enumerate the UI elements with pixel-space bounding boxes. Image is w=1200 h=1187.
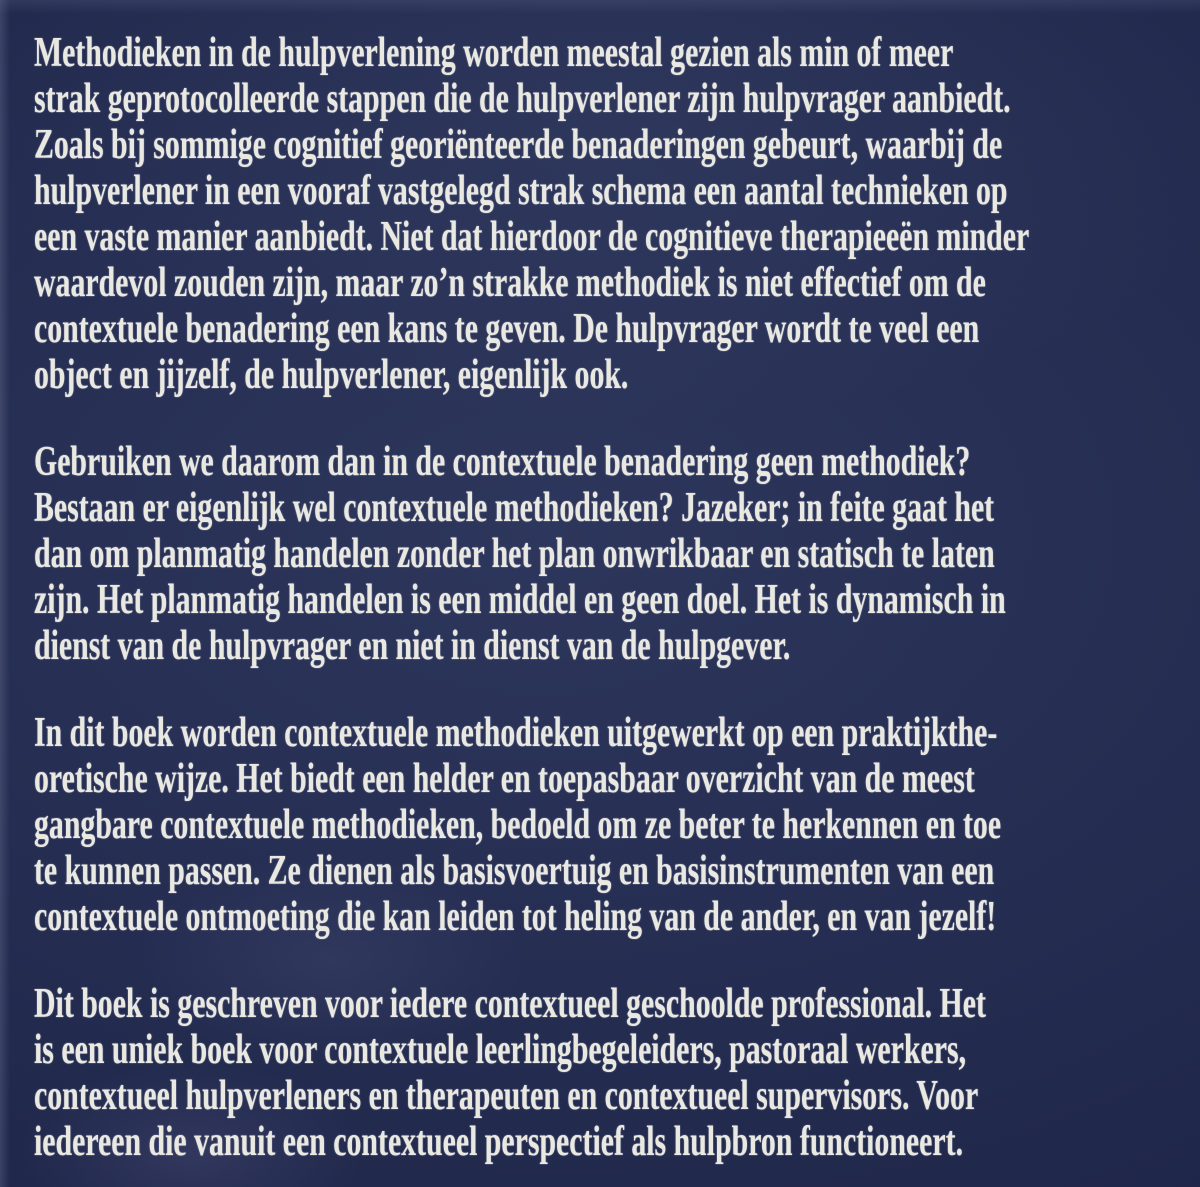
blurb-line: waardevol zouden zijn, maar zo’n strakke methodiek is niet effectief om de xyxy=(34,260,986,306)
blurb-line: object en jijzelf, de hulpverlener, eigenlijk ook. xyxy=(34,352,629,398)
blurb-line: iedereen die vanuit een contextueel perspectief als hulpbron functioneert. xyxy=(34,1119,964,1165)
blurb-line: oretische wijze. Het biedt een helder en toepasbaar overzicht van de meest xyxy=(34,756,975,802)
blurb-line: Methodieken in de hulpverlening worden meestal gezien als min of meer xyxy=(34,30,954,76)
blurb-line: contextuele ontmoeting die kan leiden tot heling van de ander, en van jezelf! xyxy=(34,894,997,940)
blurb-paragraph-2 xyxy=(34,439,1176,669)
blurb-paragraph-4 xyxy=(34,981,1176,1165)
blurb-line: dan om planmatig handelen zonder het plan onwrikbaar en statisch te laten xyxy=(34,531,995,577)
blurb-line: dienst van de hulpvrager en niet in dienst van de hulpgever. xyxy=(34,623,791,669)
blurb-line: hulpverlener in een vooraf vastgelegd strak schema een aantal technieken op xyxy=(34,168,1008,214)
blurb-line: zijn. Het planmatig handelen is een middel en geen doel. Het is dynamisch in xyxy=(34,577,1006,623)
blurb-line: Dit boek is geschreven voor iedere contextueel geschoolde professional. Het xyxy=(34,981,986,1027)
blurb-line: Gebruiken we daarom dan in de contextuele benadering geen methodiek? xyxy=(34,439,971,485)
blurb-paragraph-1 xyxy=(34,30,1176,398)
blurb-line: te kunnen passen. Ze dienen als basisvoertuig en basisinstrumenten van een xyxy=(34,848,995,894)
blurb-paragraph-3 xyxy=(34,710,1176,940)
blurb-line: In dit boek worden contextuele methodieken uitgewerkt op een praktijkthe- xyxy=(34,710,998,756)
blurb-line: Bestaan er eigenlijk wel contextuele methodieken? Jazeker; in feite gaat het xyxy=(34,485,995,531)
blurb-line: contextuele benadering een kans te geven. De hulpvrager wordt te veel een xyxy=(34,306,980,352)
blurb-line: strak geprotocolleerde stappen die de hulpverlener zijn hulpvrager aanbiedt. xyxy=(34,76,1011,122)
blurb-line: is een uniek boek voor contextuele leerlingbegeleiders, pastoraal werkers, xyxy=(34,1027,967,1073)
blurb-line: contextueel hulpverleners en therapeuten en contextueel supervisors. Voor xyxy=(34,1073,979,1119)
blurb-line: een vaste manier aanbiedt. Niet dat hierdoor de cognitieve therapieeën minder xyxy=(34,214,1030,260)
blurb-line: Zoals bij sommige cognitief georiënteerde benaderingen gebeurt, waarbij de xyxy=(34,122,1003,168)
blurb-line: gangbare contextuele methodieken, bedoeld om ze beter te herkennen en toe xyxy=(34,802,1002,848)
